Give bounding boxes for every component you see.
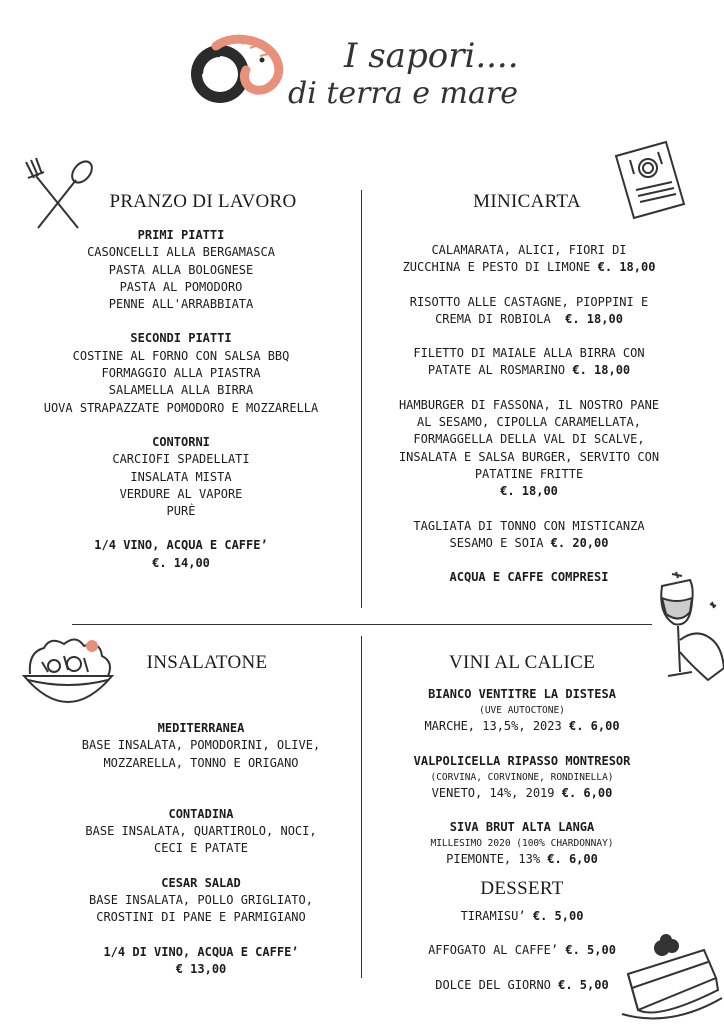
minicarta-title: MINICARTA bbox=[473, 191, 581, 212]
minicarta-item-text: CALAMARATA, ALICI, FIORI DI bbox=[431, 243, 627, 257]
pranzo-section bbox=[0, 227, 362, 572]
logo-line-1: I sapori.... bbox=[344, 36, 519, 76]
divider-horizontal bbox=[72, 624, 652, 625]
minicarta-item-price: €. 20,00 bbox=[550, 535, 609, 550]
contorni-item: CARCIOFI SPADELLATI bbox=[112, 452, 250, 467]
minicarta-item-text: PATATE AL ROSMARINO bbox=[427, 363, 566, 378]
insalatone-section bbox=[0, 720, 402, 978]
insalatone-price: € 13,00 bbox=[175, 961, 227, 976]
minicarta-item-text: PATATINE FRITTE bbox=[474, 466, 584, 481]
wine-name: BIANCO VENTITRE LA DISTESA bbox=[428, 687, 616, 701]
dessert-price: €. 5,00 bbox=[532, 909, 584, 923]
minicarta-item-text: HAMBURGER DI FASSONA, IL NOSTRO PANE bbox=[398, 397, 660, 412]
minicarta-item-text: ZUCCHINA E PESTO DI LIMONE bbox=[402, 260, 591, 275]
contorni-item: PURÈ bbox=[166, 504, 196, 519]
contadina-line: BASE INSALATA, QUARTIROLO, NOCI, bbox=[85, 824, 317, 839]
dessert-price: €. 5,00 bbox=[565, 943, 616, 958]
secondi-item: COSTINE AL FORNO CON SALSA BBQ bbox=[72, 348, 290, 363]
minicarta-item-price: €. 18,00 bbox=[572, 363, 631, 378]
wine-glass-hand-icon bbox=[650, 568, 724, 692]
wine-price: €. 6,00 bbox=[547, 852, 598, 867]
salad-bowl-icon bbox=[18, 632, 118, 722]
minicarta-item-text: CREMA DI ROBIOLA bbox=[435, 311, 551, 326]
wine-name: VALPOLICELLA RIPASSO MONTRESOR bbox=[413, 753, 631, 768]
wine-detail: PIEMONTE, 13% bbox=[446, 852, 541, 867]
minicarta-footer: ACQUA E CAFFE COMPRESI bbox=[449, 570, 609, 585]
minicarta-item-text: RISOTTO ALLE CASTAGNE, PIOPPINI E bbox=[409, 294, 649, 309]
dessert-name: TIRAMISU’ bbox=[460, 909, 526, 923]
insalatone-footer: 1/4 DI VINO, ACQUA E CAFFE’ bbox=[103, 944, 299, 959]
primi-item: PENNE ALL'ARRABBIATA bbox=[108, 297, 254, 312]
wine-detail: MARCHE, 13,5%, 2023 bbox=[424, 719, 562, 734]
primi-item: PASTA ALLA BOLOGNESE bbox=[108, 262, 254, 277]
minicarta-item-text: INSALATA E SALSA BURGER, SERVITO CON bbox=[398, 449, 660, 464]
primi-heading: PRIMI PIATTI bbox=[137, 228, 225, 242]
mediterranea-line: BASE INSALATA, POMODORINI, OLIVE, bbox=[81, 738, 321, 753]
insalatone-title: INSALATONE bbox=[146, 652, 268, 673]
pranzo-title: PRANZO DI LAVORO bbox=[109, 191, 297, 212]
fork-and-spoon-icon bbox=[18, 154, 98, 234]
primi-item: CASONCELLI ALLA BERGAMASCA bbox=[87, 245, 275, 260]
cesar-line: CROSTINI DI PANE E PARMIGIANO bbox=[96, 910, 306, 925]
dessert-name: AFFOGATO AL CAFFE’ bbox=[428, 943, 559, 958]
secondi-item: FORMAGGIO ALLA PIASTRA bbox=[101, 366, 261, 381]
logo-line-2: di terra e mare bbox=[288, 76, 518, 111]
dessert-title: DESSERT bbox=[480, 878, 564, 899]
wine-note: MILLESIMO 2020 (100% CHARDONNAY) bbox=[430, 838, 614, 850]
contorni-item: INSALATA MISTA bbox=[130, 469, 232, 484]
dessert-section bbox=[362, 908, 682, 994]
mediterranea-line: MOZZARELLA, TONNO E ORIGANO bbox=[103, 755, 299, 770]
wine-price: €. 6,00 bbox=[561, 785, 613, 800]
minicarta-item-text: FORMAGGELLA DELLA VAL DI SCALVE, bbox=[413, 432, 645, 447]
wine-detail: VENETO, 14%, 2019 bbox=[431, 785, 555, 800]
primi-item: PASTA AL POMODORO bbox=[119, 279, 243, 294]
secondi-item: UOVA STRAPAZZATE POMODORO E MOZZARELLA bbox=[43, 400, 319, 415]
pranzo-footer: 1/4 VINO, ACQUA E CAFFE’ bbox=[94, 538, 268, 553]
mediterranea-heading: MEDITERRANEA bbox=[157, 721, 245, 735]
cesar-line: BASE INSALATA, POLLO GRIGLIATO, bbox=[89, 893, 313, 908]
minicarta-item-text: TAGLIATA DI TONNO CON MISTICANZA bbox=[413, 518, 645, 533]
contadina-heading: CONTADINA bbox=[168, 806, 234, 821]
minicarta-item-price: €. 18,00 bbox=[565, 311, 623, 326]
logo-icon bbox=[186, 34, 286, 108]
contadina-line: CECI E PATATE bbox=[154, 841, 248, 856]
minicarta-item-text: SESAMO E SOIA bbox=[449, 535, 544, 550]
logo-title bbox=[288, 36, 548, 116]
vini-title: VINI AL CALICE bbox=[449, 652, 595, 673]
minicarta-item-price: €. 18,00 bbox=[500, 484, 558, 499]
vini-section bbox=[362, 686, 682, 869]
wine-price: €. 6,00 bbox=[568, 719, 620, 734]
wine-name: SIVA BRUT ALTA LANGA bbox=[449, 820, 595, 835]
cesar-heading: CESAR SALAD bbox=[161, 875, 241, 890]
contorni-item: VERDURE AL VAPORE bbox=[119, 486, 243, 501]
dessert-name: DOLCE DEL GIORNO bbox=[435, 977, 551, 992]
contorni-heading: CONTORNI bbox=[152, 434, 210, 449]
minicarta-item-text: FILETTO DI MAIALE ALLA BIRRA CON bbox=[413, 346, 645, 361]
secondi-item: SALAMELLA ALLA BIRRA bbox=[108, 383, 254, 398]
wine-note: (CORVINA, CORVINONE, RONDINELLA) bbox=[430, 771, 614, 783]
minicarta-section bbox=[362, 242, 696, 586]
secondi-heading: SECONDI PIATTI bbox=[130, 331, 232, 346]
minicarta-item-text: AL SESAMO, CIPOLLA CARAMELLATA, bbox=[417, 415, 641, 430]
pranzo-price: €. 14,00 bbox=[152, 555, 210, 570]
wine-note: (UVE AUTOCTONE) bbox=[479, 705, 565, 717]
minicarta-item-price: €. 18,00 bbox=[597, 260, 656, 275]
dessert-price: €. 5,00 bbox=[558, 977, 609, 992]
